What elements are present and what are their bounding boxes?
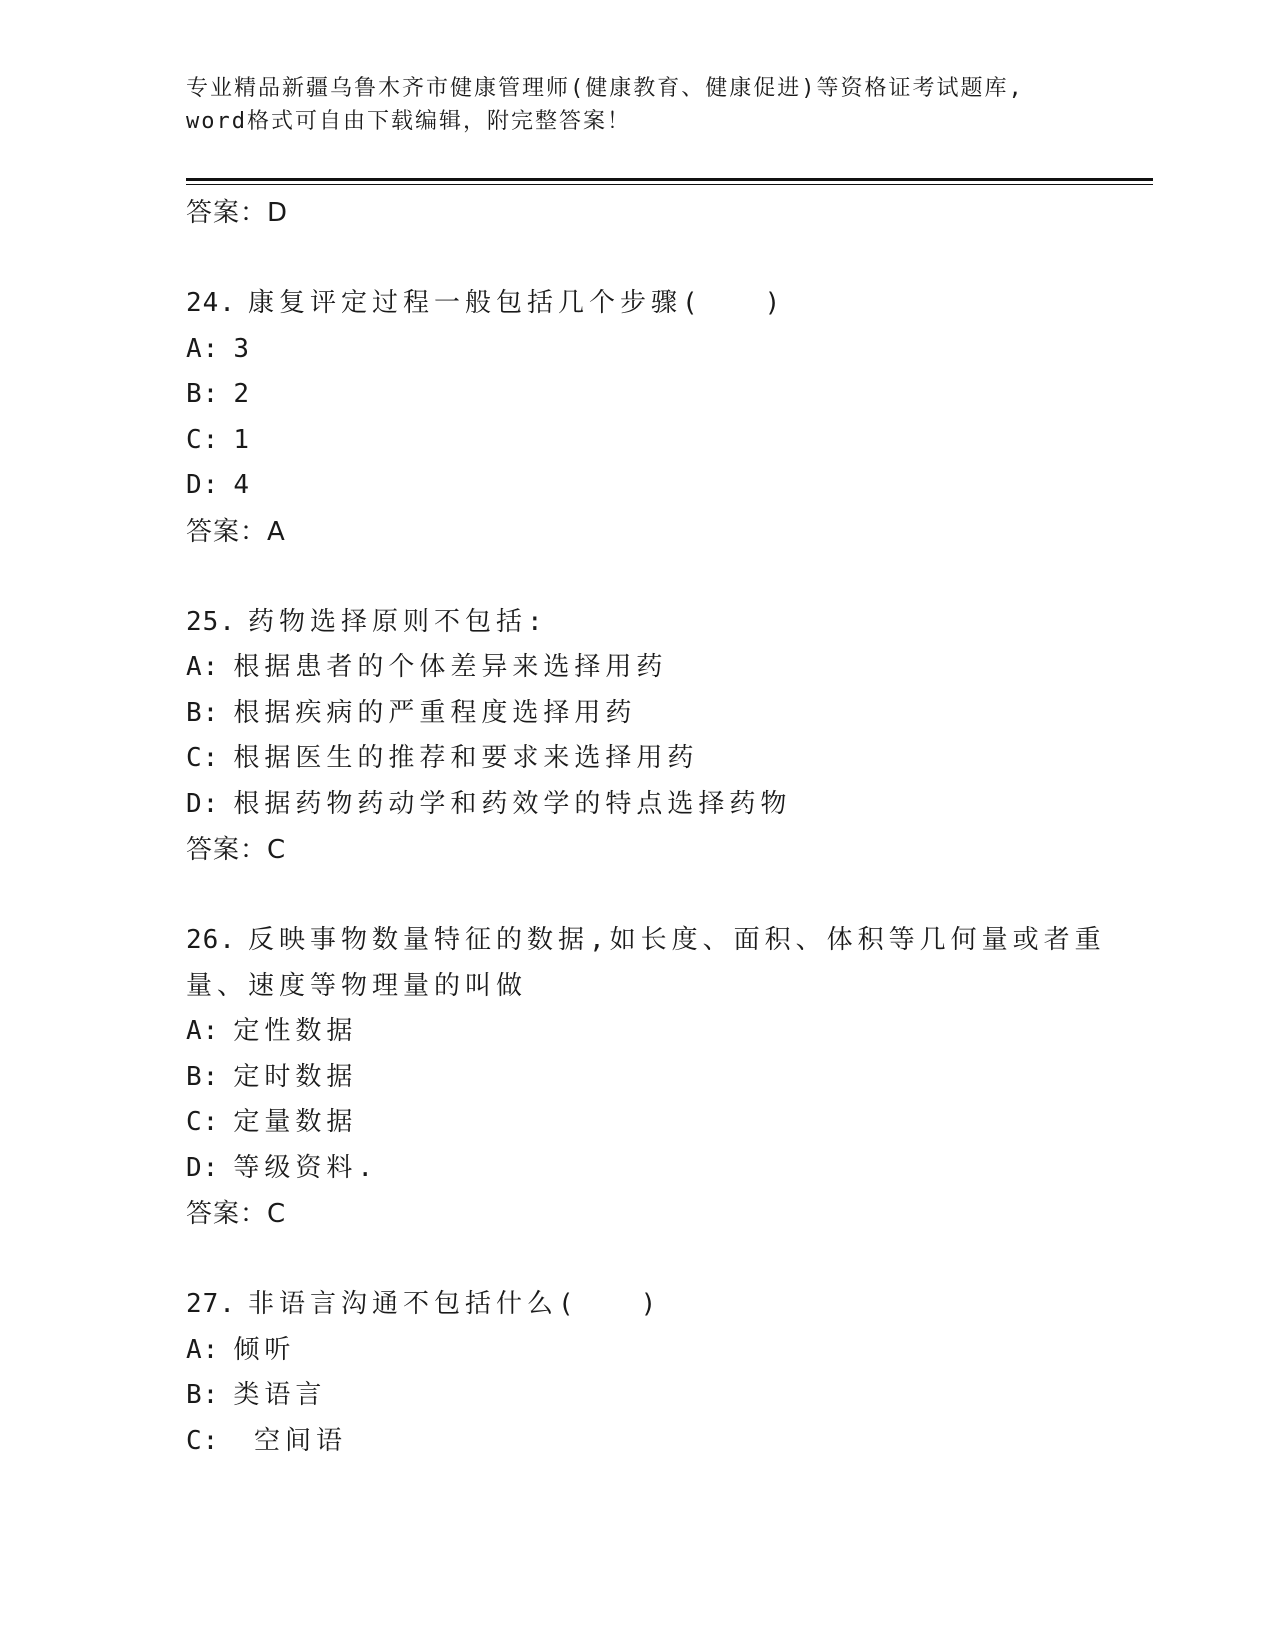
- option-text: 根据患者的个体差异来选择用药: [233, 652, 668, 682]
- option-text: 空间语: [233, 1425, 347, 1456]
- answer-line: 答案：C: [186, 1199, 287, 1229]
- option-c: [186, 1100, 1146, 1146]
- option-text: 根据药物药动学和药效学的特点选择药物: [233, 788, 792, 819]
- option-b: [186, 1373, 1146, 1419]
- question-stem: [186, 600, 1146, 646]
- option-c: [186, 1419, 1146, 1465]
- option-label: D:: [186, 470, 220, 500]
- option-text: 定量数据: [233, 1107, 358, 1137]
- header-line-1: 专业精品新疆乌鲁木齐市健康管理师(健康教育、健康促进)等资格证考试题库,: [186, 76, 1024, 101]
- question-26: [186, 918, 1146, 1237]
- option-text: 定性数据: [233, 1016, 358, 1046]
- option-text: 2: [233, 379, 254, 409]
- option-label: B:: [186, 1380, 220, 1410]
- question-text: 反映事物数量特征的数据,如长度、面积、体积等几何量或者重量、速度等物理量的叫做: [186, 925, 1106, 1001]
- question-number: 26.: [186, 925, 236, 955]
- header-divider-thin: [186, 184, 1153, 185]
- option-text: 等级资料.: [233, 1152, 378, 1183]
- question-stem: [186, 281, 1146, 327]
- header-line-2: word格式可自由下载编辑，附完整答案！: [186, 109, 631, 134]
- option-label: C:: [186, 1425, 220, 1456]
- option-text: 根据疾病的严重程度选择用药: [233, 697, 637, 728]
- option-label: A:: [186, 1016, 220, 1046]
- option-b: [186, 1055, 1146, 1101]
- option-label: C:: [186, 1107, 220, 1137]
- question-stem: [186, 1282, 1146, 1328]
- option-d: [186, 463, 1146, 509]
- option-a: [186, 1009, 1146, 1055]
- question-27: [186, 1282, 1146, 1464]
- answer-line: 答案：C: [186, 835, 287, 865]
- question-text: 药物选择原则不包括:: [247, 606, 548, 637]
- option-label: A:: [186, 1334, 220, 1365]
- header-divider-thick: [186, 178, 1153, 181]
- option-text: 4: [233, 470, 254, 500]
- question-number: 24.: [186, 288, 236, 318]
- answer-line: 答案：A: [186, 516, 286, 547]
- option-label: B:: [186, 379, 220, 409]
- option-d: [186, 1146, 1146, 1192]
- option-label: A:: [186, 652, 220, 682]
- option-label: C:: [186, 743, 220, 773]
- question-25: [186, 600, 1146, 874]
- question-text: 非语言沟通不包括什么( ): [247, 1289, 662, 1319]
- question-text: 康复评定过程一般包括几个步骤( ): [247, 288, 786, 318]
- option-d: [186, 782, 1146, 828]
- option-c: [186, 736, 1146, 782]
- question-number: 27.: [186, 1289, 236, 1319]
- answer-line: 答案：D: [186, 198, 289, 228]
- option-label: D:: [186, 1152, 220, 1183]
- option-c: [186, 418, 1146, 464]
- option-label: B:: [186, 697, 220, 728]
- question-24: [186, 281, 1146, 555]
- option-text: 1: [233, 424, 254, 455]
- option-a: [186, 645, 1146, 691]
- option-label: D:: [186, 788, 220, 819]
- document-header: [186, 72, 1086, 138]
- option-label: A:: [186, 333, 220, 364]
- option-text: 定时数据: [233, 1061, 358, 1092]
- option-a: [186, 327, 1146, 373]
- question-number: 25.: [186, 606, 236, 637]
- option-label: C:: [186, 424, 220, 455]
- question-list: [186, 190, 1146, 1464]
- option-text: 类语言: [233, 1380, 327, 1410]
- option-b: [186, 372, 1146, 418]
- option-a: [186, 1328, 1146, 1374]
- option-text: 根据医生的推荐和要求来选择用药: [233, 743, 699, 773]
- option-b: [186, 691, 1146, 737]
- option-text: 3: [233, 333, 254, 364]
- question-stem: [186, 918, 1146, 1009]
- option-label: B:: [186, 1061, 220, 1092]
- option-text: 倾听: [233, 1334, 296, 1365]
